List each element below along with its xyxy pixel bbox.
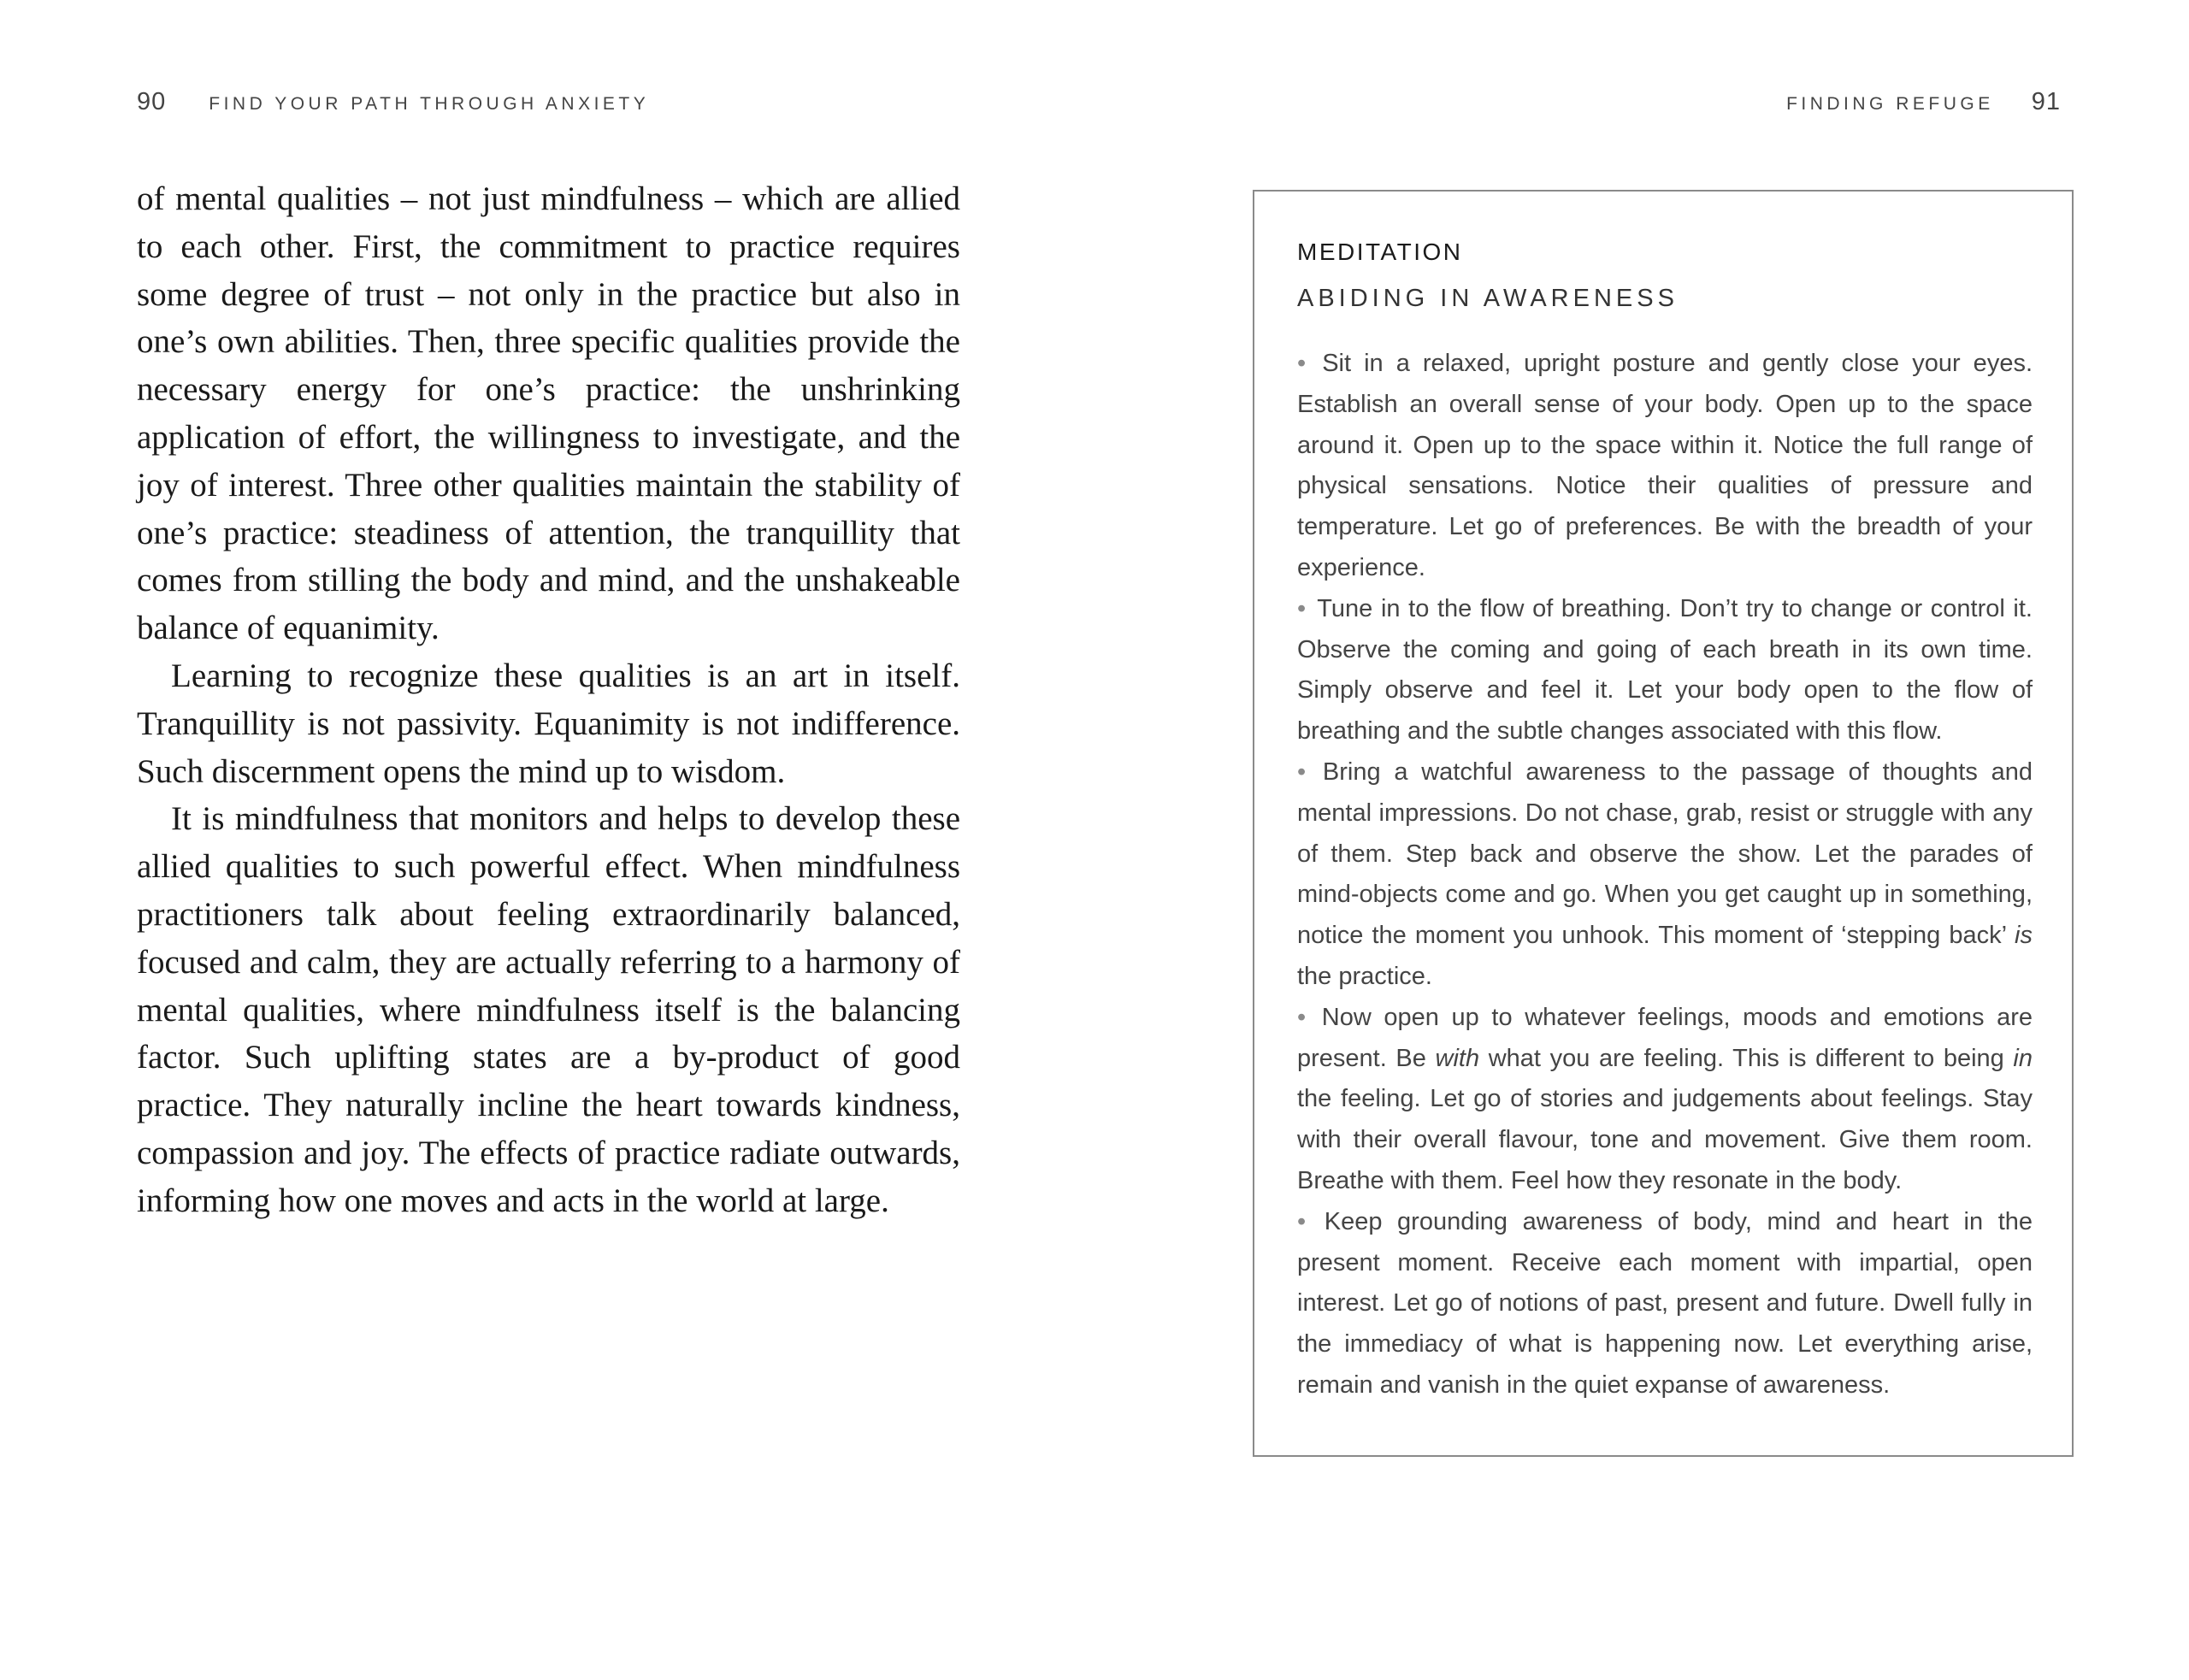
right-page — [1094, 0, 2189, 1680]
right-running-title: FINDING REFUGE — [1786, 94, 1994, 114]
item-text: Tune in to the flow of breathing. Don’t try to change or control it. Observe the coming and going of each breath in its own time. Simply observe and feel it. Let your body open to the flow of breathing and the subtle changes associated with this flow. — [1297, 594, 2033, 746]
body-paragraph-2: Learning to recognize these qualities is an art in itself. Tranquillity is not passivity. Equanimity is not indifference. Such discernment opens the mind up to wisdom. — [137, 657, 960, 790]
meditation-item — [1297, 589, 2033, 752]
body-paragraph-1: of mental qualities – not just mindfulness – which are allied to each other. First, the commitment to practice requires some degree of trust – not only in the practice but also in one’s own abilities. Then, three specific qualities provide the necessary energy for one’s practice: the unshrinking application of effort, the willingness to investigate, and the joy of interest. Three other qualities maintain the stability of one’s practice: steadiness of attention, the tranquillity that comes from stilling the body and mind, and the unshakeable balance of equanimity. — [137, 180, 960, 647]
body-text — [137, 175, 960, 1225]
bullet-icon: • — [1297, 757, 1307, 786]
left-running-head — [137, 88, 649, 116]
item-text: the feeling. Let go of stories and judgements about feelings. Stay with their overall flavour, tone and movement. Give them room. Breathe with them. Feel how they resonate in the body. — [1297, 1085, 2033, 1194]
item-text: Bring a watchful awareness to the passage of thoughts and mental impressions. Do not chase, grab, resist or struggle with any of them. Step back and observe the show. Let the parades of mind-objects come and go. When you get caught up in something, notice the moment you unhook. This moment of ‘stepping back’ — [1297, 757, 2033, 950]
meditation-box — [1253, 190, 2074, 1457]
right-running-head — [1786, 88, 2061, 116]
left-page — [0, 0, 1094, 1680]
meditation-instructions — [1297, 344, 2033, 1406]
bullet-icon: • — [1297, 1207, 1307, 1235]
right-page-number: 91 — [2031, 88, 2061, 115]
meditation-item — [1297, 998, 2033, 1202]
body-paragraph-3: It is mindfulness that monitors and helps to develop these allied qualities to such powerful effect. When mindfulness practitioners talk about feeling extraordinarily balanced, focused and calm, they are actually referring to a harmony of mental qualities, where mindfulness itself is the balancing factor. Such uplifting states are a by-product of good practice. They naturally incline the heart towards kindness, compassion and joy. The effects of practice radiate outwards, informing how one moves and acts in the world at large. — [137, 800, 960, 1219]
meditation-title: ABIDING IN AWARENESS — [1297, 285, 1679, 312]
meditation-item — [1297, 1202, 2033, 1406]
bullet-icon: • — [1297, 350, 1307, 377]
item-emphasis: is — [2015, 922, 2033, 950]
meditation-item — [1297, 344, 2033, 589]
meditation-label: MEDITATION — [1297, 239, 1463, 265]
item-text: the practice. — [1297, 962, 1432, 990]
item-text: Keep grounding awareness of body, mind and heart in the present moment. Receive each moment with impartial, open interest. Let go of notions of past, present and future. Dwell fully in the immediacy of what is happening now. Let everything arise, remain and vanish in the quiet expanse of awareness. — [1297, 1207, 2033, 1399]
bullet-icon: • — [1297, 594, 1307, 622]
meditation-item — [1297, 752, 2033, 998]
left-page-number: 90 — [137, 88, 167, 115]
left-running-title: FIND YOUR PATH THROUGH ANXIETY — [209, 94, 650, 114]
item-text: Now open up to whatever feelings, moods and emotions are present. Be — [1297, 1003, 2033, 1072]
bullet-icon: • — [1297, 1003, 1307, 1031]
item-emphasis: with — [1435, 1044, 1480, 1072]
item-emphasis: in — [2013, 1044, 2033, 1072]
item-text: Sit in a relaxed, upright posture and gently close your eyes. Establish an overall sense of your body. Open up to the space around it. Open up to the space within it. Notice the full range of physical sensations. Notice their qualities of pressure and temperature. Let go of preferences. Be with the breadth of your experience. — [1297, 350, 2033, 581]
item-text: what you are feeling. This is different to being — [1479, 1044, 2014, 1072]
